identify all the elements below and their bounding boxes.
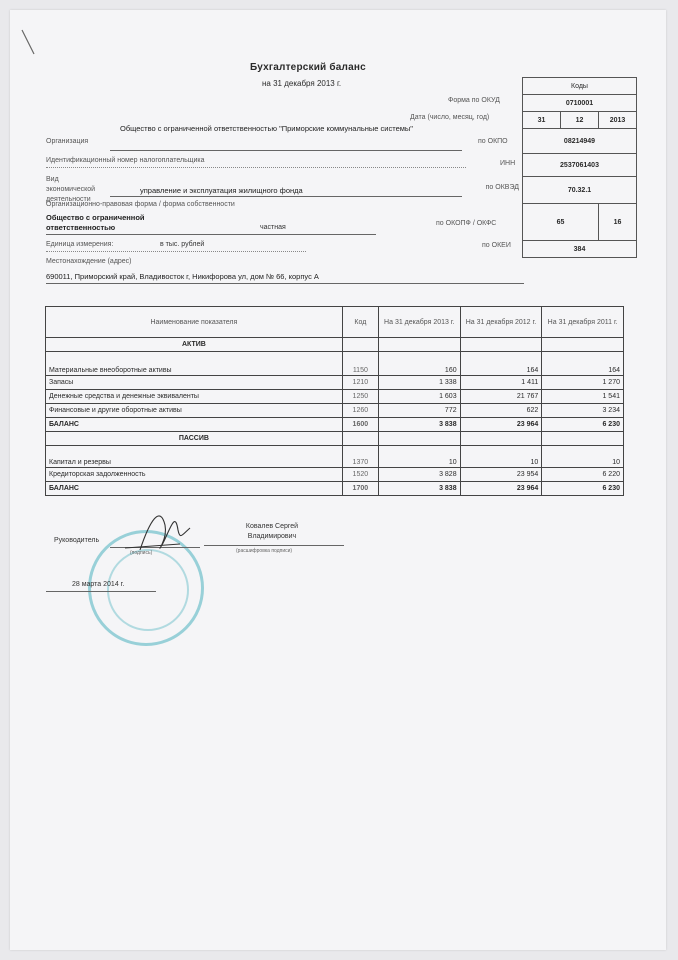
row-name: Материальные внеоборотные активы	[46, 352, 343, 376]
name-caption: (расшифровка подписи)	[236, 548, 293, 554]
inn-underline	[46, 167, 466, 168]
row-2013: 10	[378, 446, 460, 468]
address-value: 690011, Приморский край, Владивосток г, Никифорова ул, дом № 66, корпус А	[46, 272, 319, 281]
org-name: Общество с ограниченной ответственностью "Приморские коммунальные системы"	[120, 124, 413, 133]
row-name: Денежные средства и денежные эквиваленты	[46, 390, 343, 404]
row-2011: 6 230	[542, 482, 624, 496]
okud-value: 0710001	[523, 95, 637, 112]
row-code: 1600	[342, 418, 378, 432]
row-2013: 772	[378, 404, 460, 418]
row-2011: 10	[542, 446, 624, 468]
assets-total-row	[46, 418, 624, 432]
legal-form-label: Организационно-правовая форма / форма собственности	[46, 201, 235, 208]
pen-mark	[20, 28, 40, 58]
table-row	[46, 404, 624, 418]
okei-label: по ОКЕИ	[482, 242, 511, 249]
col-code-header: Код	[342, 307, 378, 338]
inn-short-label: ИНН	[500, 160, 516, 167]
row-code: 1700	[342, 482, 378, 496]
row-2011: 1 270	[542, 376, 624, 390]
row-code: 1370	[342, 446, 378, 468]
row-2012: 622	[460, 404, 542, 418]
row-code: 1210	[342, 376, 378, 390]
unit-label: Единица измерения:	[46, 241, 114, 248]
row-2011: 164	[542, 352, 624, 376]
liab-header: ПАССИВ	[46, 432, 343, 446]
row-name: БАЛАНС	[46, 418, 343, 432]
sign-caption: (подпись)	[130, 550, 153, 556]
okopf-value: 65	[523, 204, 599, 241]
head-label: Руководитель	[54, 537, 100, 544]
row-code: 1150	[342, 352, 378, 376]
row-code: 1260	[342, 404, 378, 418]
okfs-value: 16	[599, 204, 637, 241]
okei-value: 384	[523, 241, 637, 258]
row-2012: 23 964	[460, 418, 542, 432]
col-name-header: Наименование показателя	[46, 307, 343, 338]
activity-value: управление и эксплуатация жилищного фонда	[140, 186, 303, 195]
legal-form-underline	[46, 234, 376, 235]
table-row	[46, 376, 624, 390]
address-underline	[46, 283, 524, 284]
row-2012: 164	[460, 352, 542, 376]
row-name: Капитал и резервы	[46, 446, 343, 468]
date-month: 12	[561, 112, 599, 129]
date-day: 31	[523, 112, 561, 129]
row-name: Запасы	[46, 376, 343, 390]
date-label: Дата (число, месяц, год)	[410, 114, 490, 121]
row-2012: 23 964	[460, 482, 542, 496]
row-code: 1520	[342, 468, 378, 482]
okved-label: по ОКВЭД	[485, 184, 519, 191]
org-label: Организация	[46, 138, 89, 145]
okopf-label: по ОКОПФ / ОКФС	[436, 220, 497, 227]
liab-total-row	[46, 482, 624, 496]
col-2011-header: На 31 декабря 2011 г.	[542, 307, 624, 338]
row-code: 1250	[342, 390, 378, 404]
document-page	[10, 10, 666, 950]
row-2013: 1 603	[378, 390, 460, 404]
row-name: Кредиторская задолженность	[46, 468, 343, 482]
okpo-value: 08214949	[523, 129, 637, 154]
activity-label: Вид экономической деятельности	[46, 176, 96, 203]
inn-label: Идентификационный номер налогоплательщика	[46, 157, 205, 164]
ownership-value: частная	[260, 224, 286, 231]
legal-form-value: Общество с ограниченной ответственностью	[46, 213, 145, 232]
row-2013: 3 828	[378, 468, 460, 482]
liab-section-row	[46, 432, 624, 446]
date-year: 2013	[599, 112, 637, 129]
document-subtitle: на 31 декабря 2013 г.	[262, 79, 342, 88]
okpo-label: по ОКПО	[478, 138, 508, 145]
row-2013: 160	[378, 352, 460, 376]
row-2012: 10	[460, 446, 542, 468]
row-2013: 3 838	[378, 418, 460, 432]
row-2013: 3 838	[378, 482, 460, 496]
balance-table	[45, 306, 624, 496]
assets-section-row	[46, 338, 624, 352]
row-2011: 6 220	[542, 468, 624, 482]
okud-label: Форма по ОКУД	[448, 97, 500, 104]
row-2011: 6 230	[542, 418, 624, 432]
table-row	[46, 468, 624, 482]
unit-underline	[46, 251, 306, 252]
signature-date: 28 марта 2014 г.	[72, 581, 125, 588]
row-2012: 1 411	[460, 376, 542, 390]
table-header-row	[46, 307, 624, 338]
table-row	[46, 390, 624, 404]
row-2011: 3 234	[542, 404, 624, 418]
table-row	[46, 446, 624, 468]
row-name: БАЛАНС	[46, 482, 343, 496]
org-underline	[110, 150, 462, 151]
col-2012-header: На 31 декабря 2012 г.	[460, 307, 542, 338]
okved-value: 70.32.1	[523, 177, 637, 204]
codes-table	[522, 77, 637, 258]
activity-underline	[110, 196, 462, 197]
unit-value: в тыс. рублей	[160, 241, 205, 248]
row-name: Финансовые и другие оборотные активы	[46, 404, 343, 418]
row-2012: 21 767	[460, 390, 542, 404]
address-label: Местонахождение (адрес)	[46, 258, 132, 265]
assets-header: АКТИВ	[46, 338, 343, 352]
signer-name: Ковалев Сергей Владимирович	[245, 523, 299, 540]
codes-header: Коды	[523, 78, 637, 95]
inn-value: 2537061403	[523, 154, 637, 177]
handwritten-signature	[120, 500, 200, 560]
name-underline	[204, 545, 344, 546]
document-title: Бухгалтерский баланс	[250, 62, 366, 73]
row-2013: 1 338	[378, 376, 460, 390]
row-2011: 1 541	[542, 390, 624, 404]
col-2013-header: На 31 декабря 2013 г.	[378, 307, 460, 338]
table-row	[46, 352, 624, 376]
row-2012: 23 954	[460, 468, 542, 482]
date-underline	[46, 591, 156, 592]
